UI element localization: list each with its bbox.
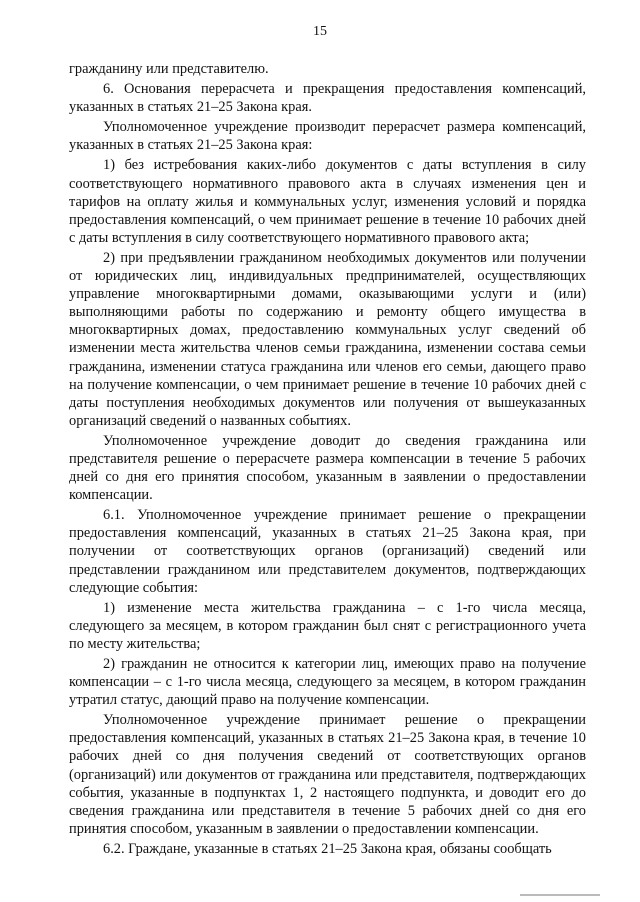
paragraph-section-6-1: 6.1. Уполномоченное учреждение принимает решение о прекращении предоставления компенсаций, указанных в статьях 21–25 Закона края, при получении от соответствующих органов (организаций) сведений или представлении гражданином или представителем документов, подтверждающих следующие события:: [69, 507, 586, 596]
scan-artifact-line: [520, 894, 600, 896]
paragraph-section-6-2: 6.2. Граждане, указанные в статьях 21–25 Закона края, обязаны сообщать: [103, 840, 552, 857]
paragraph-section-6-heading: 6. Основания перерасчета и прекращения предоставления компенсаций, указанных в статьях 21–25 Закона края.: [69, 81, 586, 116]
paragraph-recalculation-item-1: 1) без истребования каких-либо документов с даты вступления в силу соответствующего нормативного правового акта в случаях изменения цен и тарифов на оплату жилья и коммунальных услуг, изменения условий и порядка предоставления компенсаций, о чем принимает решение в течение 10 рабочих дней с даты вступления в силу соответствующего нормативного правового акта;: [69, 157, 586, 246]
paragraph-continuation: гражданину или представителю.: [69, 61, 269, 77]
paragraph-termination-decision: Уполномоченное учреждение принимает решение о прекращении предоставления компенсаций, указанных в статьях 21–25 Закона края, в течение 10 рабочих дней со дня получения сведений от соответствующих органов (организаций) или документов от гражданина или представителя, подтверждающих события, указанные в подпунктах 1, 2 настоящего подпункта, и доводит его до сведения гражданина или представителя в течение 5 рабочих дней со дня его принятия способом, указанным в заявлении о предоставлении компенсации.: [69, 712, 586, 837]
paragraph-termination-item-2: 2) гражданин не относится к категории лиц, имеющих право на получение компенсации – с 1-го числа месяца, следующего за месяцем, в котором гражданин утратил статус, дающий право на получение компенсации.: [69, 656, 586, 709]
paragraph-recalculation-intro: Уполномоченное учреждение производит перерасчет размера компенсаций, указанных в статьях 21–25 Закона края:: [69, 119, 586, 154]
document-body: [69, 60, 586, 860]
paragraph-recalculation-notice: Уполномоченное учреждение доводит до сведения гражданина или представителя решение о перерасчете размера компенсации в течение 5 рабочих дней со дня его принятия способом, указанным в заявлении о предоставлении компенсации.: [69, 432, 586, 504]
page-number: 15: [313, 24, 327, 39]
paragraph-recalculation-item-2: 2) при предъявлении гражданином необходимых документов или получении от юридических лиц, индивидуальных предпринимателей, осуществляющих управление многоквартирными домами, оказывающими услуги и (или) выполняющими работы по содержанию и ремонту общего имущества в многоквартирных домах, предоставлению коммунальных услуг сведений об изменении места жительства членов семьи гражданина, изменении состава семьи гражданина, изменении статуса гражданина или членов его семьи, дающего право на получение компенсации, о чем принимает решение в течение 10 рабочих дней с даты поступления необходимых документов или получения от вышеуказанных организаций сведений о названных событиях.: [69, 249, 586, 429]
paragraph-termination-item-1: 1) изменение места жительства гражданина – с 1-го числа месяца, следующего за месяцем, в котором гражданин был снят с регистрационного учета по месту жительства;: [69, 599, 586, 652]
